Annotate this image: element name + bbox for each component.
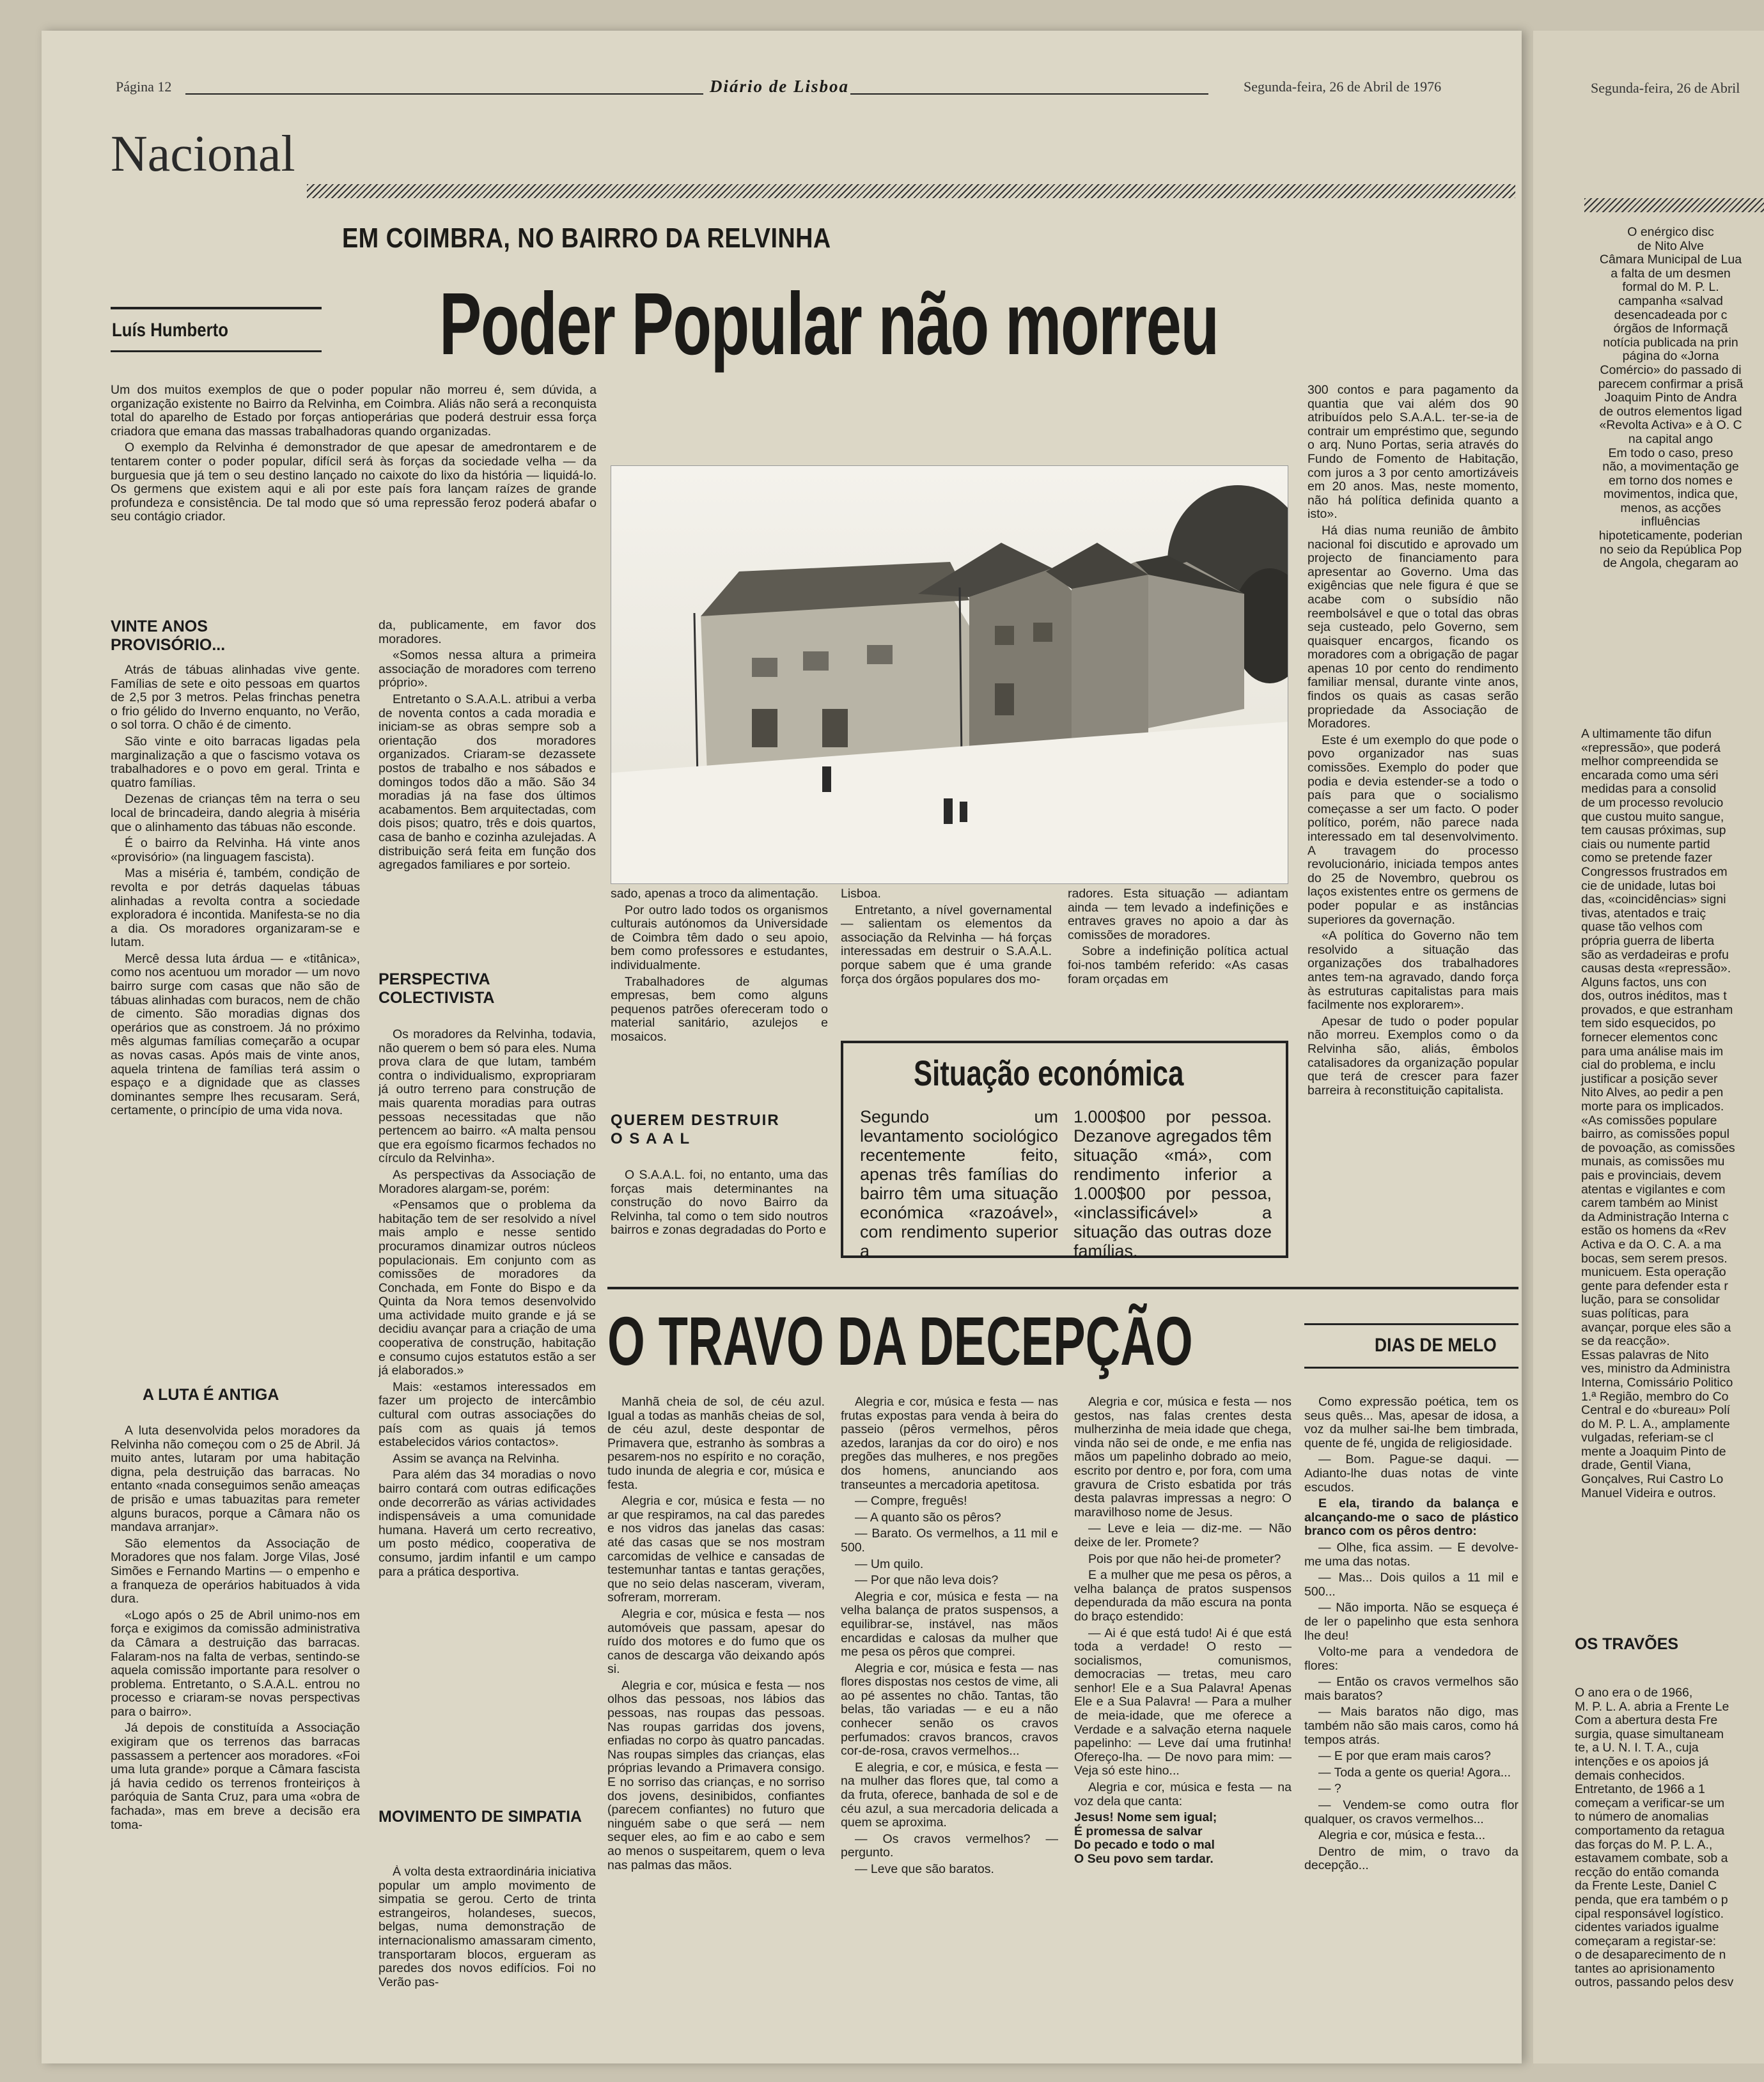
section-hatch-rule	[307, 184, 1515, 198]
adjacent-text-line: órgãos de Informaçã	[1613, 322, 1728, 336]
adjacent-text-line: não, a movimentação ge	[1602, 460, 1739, 474]
adjacent-text-line: no seio da República Pop	[1599, 542, 1742, 557]
adjacent-text-line: formal do M. P. L.	[1622, 280, 1719, 295]
adjacent-text-line: como se pretende fazer	[1581, 851, 1712, 866]
adjacent-column-top	[1572, 226, 1764, 571]
hymn-line: É promessa de salvar	[1074, 1824, 1203, 1838]
lead-paragraph: Um dos muitos exemplos de que o poder popular não morreu é, sem dúvida, a organização existente no Bairro da Relvinha, em Coimbra. Aliás não será a reconquista total do aparelho de Estado por forças antioperárias que poderá destruir essa força criadora que emana das massas trabalhadoras quando organizadas.	[111, 384, 597, 439]
adjacent-text-line: O ano era o de 1966,	[1575, 1686, 1693, 1700]
paragraph: — Toda a gente os queria! Agora...	[1318, 1765, 1511, 1780]
adjacent-text-line: Nito Alves, ao pedir a pen	[1581, 1085, 1724, 1100]
paragraph: Alegria e cor, música e festa — na velha balança de pratos suspensos, a equilibrar-se, instável, nas mãos encardidas e calosas da mulher que me pesa os pêros que comprei.	[841, 1589, 1058, 1659]
adjacent-text-line: justificar a posição sever	[1581, 1071, 1718, 1086]
adjacent-text-line: influências	[1641, 515, 1701, 529]
paragraph: — ?	[1318, 1782, 1341, 1796]
adjacent-text-line: de outros elementos ligad	[1599, 404, 1742, 419]
adjacent-text-line: notícia publicada na prin	[1603, 335, 1738, 350]
box-text-left: Segundo um levantamento sociológico recentemente feito, apenas três famílias do bairro têm uma situação económica «razoável», com rendimento superior a	[860, 1107, 1058, 1261]
paragraph: São elementos da Associação de Moradores que nos falam. Jorge Vilas, José Simões e Fernando Martins — o empenho e a franqueza de operários habituados à vida dura.	[111, 1536, 360, 1606]
adjacent-text-line: causas desta «repressão».	[1581, 961, 1731, 976]
paragraph: — Leve e leia — diz-me. — Não deixe de ler. Promete?	[1074, 1521, 1292, 1550]
paragraph: E ela, tirando da balança e alcançando-me o saco de plástico branco com os pêros dentro:	[1304, 1496, 1518, 1539]
paragraph: — Olhe, fica assim. — E devolve-me uma das notas.	[1304, 1540, 1518, 1569]
photo-relvinha-houses	[611, 465, 1288, 884]
paragraph: Lisboa.	[841, 887, 881, 901]
adjacent-text-line: quase tão velhos com	[1581, 920, 1703, 935]
adjacent-text-line: do M. P. L. A., amplamente	[1581, 1417, 1730, 1431]
paragraph: — Não importa. Não se esqueça é de ler o papelinho que esta senhora lhe deu!	[1304, 1601, 1518, 1643]
adjacent-text-line: provados, e que estranham	[1581, 1002, 1733, 1017]
adjacent-text-line: A ultimamente tão difun	[1581, 727, 1712, 741]
adjacent-text-line: intenções e os apoios já	[1575, 1754, 1709, 1769]
adjacent-text-line: para uma análise mais im	[1581, 1044, 1724, 1059]
adjacent-text-line: fornecer elementos conc	[1581, 1030, 1718, 1045]
adjacent-text-line: «repressão», que poderá	[1581, 740, 1721, 755]
paragraph: radores. Esta situação — adiantam ainda — tem levado a indefinições e entraves graves no apoio a dar às comissões de moradores.	[1068, 887, 1288, 942]
paragraph: Alegria e cor, música e festa — nos olhos das pessoas, nos lábios das pessoas, nas roupas das pessoas. Nas roupas garridas dos jovens, enfiadas no corpo às quatro pancadas. Nas roupas simples das crianças, elas próprias levando a Primavera consigo. E no sorriso das crianças, e no sorriso dos jovens, desinibidos, confiantes (parecem confiantes) no futuro que ninguém sabe o que será — nem sequer eles, ao fim e ao cabo e sem ao menos o suspeitarem, quem o leva nas palmas das mãos.	[607, 1678, 825, 1872]
adjacent-text-line: parecem confirmar a prisã	[1598, 377, 1744, 391]
author-name: Luís Humberto	[112, 320, 229, 341]
adjacent-text-line: Essas palavras de Nito	[1581, 1348, 1709, 1362]
column-4	[841, 887, 1052, 1015]
newspaper-name: Diário de Lisboa	[710, 77, 849, 96]
paragraph: «Pensamos que o problema da habitação tem de ser resolvido a nível mais amplo e nesse sentido procuramos dinamizar outros núcleos populacionais. Em conjunto com as comissões de moradores da Conchada, em Fonte do Bispo e da Quinta da Nora temos desenvolvido uma actividade muito grande e já se decidiu avançar para a criação de uma cooperativa de construção, habitação e consumo cujos estatutos estão a ser já elaborados.»	[379, 1198, 596, 1378]
article-kicker: EM COIMBRA, NO BAIRRO DA RELVINHA	[342, 222, 831, 254]
paragraph: — Os cravos vermelhos? — pergunto.	[841, 1831, 1058, 1860]
paragraph: As perspectivas da Associação de Moradores alargam-se, porém:	[379, 1167, 596, 1196]
adjacent-text-line: cipal responsável logístico.	[1575, 1906, 1724, 1921]
adjacent-text-line: cial do problema, e inclu	[1581, 1058, 1716, 1073]
adjacent-text-line: «Revolta Activa» e à O. C	[1599, 418, 1742, 433]
box-title: Situação económica	[914, 1053, 1184, 1093]
paragraph: Apesar de tudo o poder popular não morreu. Exemplos como o da Relvinha são, aliás, êmbolos catalisadores da organização popular que terá de crescer para fazer barreira à reconstituição capitalista.	[1307, 1014, 1518, 1098]
decepcao-col-2	[841, 1395, 1058, 2009]
adjacent-page	[1533, 31, 1764, 2063]
adjacent-text-line: Comércio» do passado di	[1600, 362, 1742, 377]
second-article-rule	[607, 1287, 1518, 1289]
page-date: Segunda-feira, 26 de Abril de 1976	[1244, 79, 1442, 95]
adjacent-text-line: O enérgico disc	[1627, 225, 1714, 239]
adjacent-text-line: Activa e da O. C. A. a ma	[1581, 1237, 1721, 1252]
adjacent-text-line: Manuel Videira e outros.	[1581, 1486, 1717, 1500]
paragraph: Mercê dessa luta árdua — e «titânica», como nos acentuou um morador — um novo bairro surge com casas que não são de tábuas alinhadas com buracos, nem de chão de cimento. São moradias dignas dos operários que as constroem. Já no próximo mês algumas famílias começarão a ocupar as novas casas. Após mais de vinte anos, aquela trintena de famílias terá assim o espaço e a dignidade que as classes dominantes sempre lhes recusaram. Será, certamente, o princípio de uma vida nova.	[111, 951, 360, 1118]
adjacent-text-line: de Nito Alve	[1637, 238, 1705, 253]
adjacent-text-line: mente a Joaquim Pinto de	[1581, 1444, 1726, 1459]
subhead-vinte-anos: VINTE ANOS PROVISÓRIO...	[111, 618, 226, 654]
adjacent-text-line: demais conhecidos.	[1575, 1768, 1685, 1783]
adjacent-text-line: ves, ministro da Administra	[1581, 1362, 1731, 1376]
header-rule-right	[850, 93, 1208, 95]
adjacent-text-line: carem também ao Minist	[1581, 1196, 1718, 1211]
adjacent-text-line: encarada como uma séri	[1581, 768, 1719, 782]
adjacent-text-line: dos, outros inéditos, mas t	[1581, 989, 1727, 1004]
adjacent-text-line: outros, passando pelos desv	[1575, 1975, 1734, 1990]
subhead-querem-destruir: QUEREM DESTRUIR O S A A L	[611, 1112, 780, 1147]
paragraph: Alegria e cor, música e festa — no ar que respiramos, na cal das paredes e nos vidros das janelas das casas: até das casas que se nos mostram carcomidas de velhice e cansadas de testemunhar tantas e tantas gerações, que no seio delas nasceram, viveram, sofreram, morreram.	[607, 1494, 825, 1605]
paragraph: Este é um exemplo do que pode o povo organizador nas suas comissões. Exemplo do poder que podia e devia estender-se a todo o país para que o socialismo começasse a ser um facto. O poder político, porém, não parece nada interessado em tal desenvolvimento. A travagem do processo revolucionário, iniciada tempos antes do 25 de Novembro, quebrou os laços existentes entre os germens de poder popular e as instâncias superiores da governação.	[1307, 733, 1518, 927]
adjacent-text-line: o de desaparecimento de n	[1575, 1948, 1726, 1962]
paragraph: Dentro de mim, o travo da decepção...	[1304, 1844, 1518, 1873]
paragraph: Alegria e cor, música e festa — nas frutas expostas para venda à beira do passeio (pêros vermelhos, pêros azedos, laranjas da cor do oiro) e nos pregões das mulheres, e nos pregões dos homens, anunciando aos transeuntes a mercadoria apetitosa.	[841, 1395, 1058, 1492]
decepcao-col-1	[607, 1395, 825, 2009]
subhead-perspectiva: PERSPECTIVA COLECTIVISTA	[379, 970, 495, 1007]
adjacent-text-line: cie de unidade, lutas boi	[1581, 878, 1716, 893]
adjacent-text-line: se da reacção».	[1581, 1334, 1670, 1349]
section-title: Nacional	[111, 126, 295, 182]
paragraph: 300 contos e para pagamento da quantia que vai além dos 90 atribuídos pelo S.A.A.L. ter-se-ia de contrair um empréstimo que, segundo o arq. Nuno Portas, seria através do Fundo de Fomento de Habitação, com juros a 3 por cento amortizáveis em 20 anos. Mas, neste momento, não há política definida quanto a isto».	[1307, 384, 1518, 522]
paragraph: Dezenas de crianças têm na terra o seu local de brincadeira, dando alegria à miséria que o alinhamento das tábuas não esconde.	[111, 792, 360, 834]
adjacent-text-line: suas políticas, para	[1581, 1306, 1689, 1321]
paragraph: — Vendem-se como outra flor qualquer, os cravos vermelhos...	[1304, 1798, 1518, 1826]
adjacent-text-line: de um processo revolucio	[1581, 795, 1724, 810]
paragraph: Por outro lado todos os organismos culturais autónomos da Universidade de Coimbra têm dado o seu apoio, bem como professores e estudantes, individualmente.	[611, 903, 828, 972]
subhead-movimento: MOVIMENTO DE SIMPATIA	[379, 1808, 582, 1826]
adjacent-text-line: Com a abertura desta Fre	[1575, 1713, 1718, 1728]
paragraph: Manhã cheia de sol, de céu azul. Igual a todas as manhãs cheias de sol, de céu azul, deste despontar de Primavera que, estranho às sombras a pesarem-nos no espírito e no coração, tudo inunda de alegria e cor, música e festa.	[607, 1395, 825, 1492]
adjacent-text-line: página do «Jorna	[1622, 349, 1719, 364]
paragraph: — Mais baratos não digo, mas também não são mais caros, como há tempos atrás.	[1304, 1705, 1518, 1747]
box-situacao-economica	[841, 1041, 1288, 1261]
paragraph: — A quanto são os pêros?	[855, 1510, 1001, 1525]
paragraph: — Leve que são baratos.	[855, 1862, 994, 1876]
paragraph: É o bairro da Relvinha. Há vinte anos «provisório» (na linguagem fascista).	[111, 836, 360, 864]
column-2a	[379, 619, 596, 938]
adjacent-text-line: «As comissões populare	[1581, 1113, 1717, 1128]
adjacent-text-line: recção do então comanda	[1575, 1865, 1719, 1879]
adjacent-text-line: Central e do «bureau» Polí	[1581, 1403, 1731, 1418]
decepcao-col-3	[1074, 1395, 1292, 2009]
paragraph: — Barato. Os vermelhos, a 11 mil e 500.	[841, 1527, 1058, 1555]
paragraph: Entretanto o S.A.A.L. atribui a verba de noventa contos a cada moradia e iniciam-se as obras sempre sob a orientação dos moradores organizados. Criaram-se dezassete postos de trabalho e nos sábados e domingos todos dão a mão. São 34 moradias já na fase dos últimos acabamentos. Bem arquitectadas, com dois pisos; quatro, três e dois quartos, casa de banho e cozinha azulejadas. A distribuição será feita em função dos agregados familiares e por sorteio.	[379, 692, 596, 873]
paragraph: sado, apenas a troco da alimentação.	[611, 887, 819, 901]
paragraph: Sobre a indefinição política actual foi-nos também referido: «As casas foram orçadas em	[1068, 944, 1288, 986]
paragraph: Volto-me para a vendedora de flores:	[1304, 1645, 1518, 1673]
column-label-rule-bottom	[1304, 1367, 1518, 1369]
adjacent-text-line: Alguns factos, uns con	[1581, 975, 1707, 990]
paragraph: Há dias numa reunião de âmbito nacional foi discutido e aprovado um projecto de financiamento para apresentar ao Governo. Uma das exigências que nele figura é que se acabe com o subsídio não reembolsável e que o total das obras seja custeado, pelo Governo, sem quaisquer encargos, ficando os moradores com a obrigação de pagar apenas 10 por cento do rendimento familiar mensal, durante vinte anos, findos os quais as casas serão propriedade da Associação de Moradores.	[1307, 523, 1518, 731]
paragraph: A luta desenvolvida pelos moradores da Relvinha não começou com o 25 de Abril. Já muito antes, lutaram por uma habitação digna, pela destruição das barracas. No entanto «nada conseguimos senão ameaças de prisão e umas tabuazitas para remeter alguns buracos, porque a Câmara não os mandava arranjar».	[111, 1424, 360, 1535]
adjacent-text-line: Interna, Comissário Politico	[1581, 1375, 1733, 1390]
paragraph: — Por que não leva dois?	[855, 1573, 999, 1588]
author-rule-top	[111, 307, 322, 309]
paragraph: Os moradores da Relvinha, todavia, não querem o bem só para eles. Numa prova clara de que lutam, também contra o individualismo, expropriaram já outro terreno para construção de mais quarenta moradias para outras pessoas necessitadas que não pertencem ao bairro. «A malta pensou que era egoísmo ficarmos fechados no círculo da Relvinha».	[379, 1028, 596, 1166]
adjacent-text-line: desencadeada por c	[1614, 307, 1728, 322]
adjacent-text-line: penda, que era também o p	[1575, 1892, 1728, 1907]
paragraph: Mais: «estamos interessados em fazer um projecto de intercâmbio cultural com outras associações do país com as quais já temos estabelecidos vários contactos».	[379, 1379, 596, 1450]
paragraph: Entretanto, a nível governamental — salientam os elementos da associação da Relvinha — há forças interessadas em destruir o S.A.A.L. porque sabem que é uma grande força dos órgãos populares dos mo-	[841, 903, 1052, 986]
paragraph: O S.A.A.L. foi, no entanto, uma das forças mais determinantes na construção do novo Bairro da Relvinha, tal como o tem sido noutros bairros e zonas degradadas do Porto e	[611, 1169, 828, 1238]
article-lead	[111, 384, 597, 620]
adjacent-text-line: Gonçalves, Rui Castro Lo	[1581, 1472, 1724, 1487]
adjacent-text-line: das, «coincidências» signi	[1581, 892, 1726, 907]
paragraph: Alegria e cor, música e festa — nos gestos, nas falas crentes desta mulherzinha de meia idade que chega, vinda não sei de onde, e me enfia nas mãos um papelinho dobrado ao meio, escrito por dentro e, por fora, com uma gravura de Cristo esbatida por trás desta palavras impressas a negro: O maravilhoso nome de Jesus.	[1074, 1395, 1292, 1519]
author-rule-bottom	[111, 350, 322, 352]
adjacent-text-line: hipoteticamente, poderian	[1598, 529, 1743, 543]
adjacent-text-line: Em todo o caso, preso	[1608, 446, 1733, 460]
paragraph: Alegria e cor, música e festa — nos automóveis que passam, apesar do ruído dos motores e do fumo que os canos de descarga vão deixando após si.	[607, 1606, 825, 1677]
paragraph: «Somos nessa altura a primeira associação de moradores com terreno próprio».	[379, 648, 596, 690]
adjacent-page-date: Segunda-feira, 26 de Abril	[1591, 80, 1740, 96]
adjacent-text-line: surgia, quase simultaneam	[1575, 1727, 1724, 1741]
lead-paragraph: O exemplo da Relvinha é demonstrador de que apesar de amedrontarem e de tentarem conter o poder popular, difícil será às forças da sociedade velha — da burguesia que já tem o seu destino lançado no caixote do lixo da história — liquidá-lo. Os germens que existem aqui e ali por este país fora lançam raízes de grande profundeza e consistência. De tal modo que só uma repressão feroz poderá abafar o seu contágio criador.	[111, 440, 597, 524]
adjacent-text-line: tem causas próximas, sup	[1581, 823, 1726, 838]
header-rule-left	[185, 93, 703, 95]
adjacent-text-line: da Frente Leste, Daniel C	[1575, 1879, 1717, 1893]
hymn-line: Jesus! Nome sem igual;	[1074, 1810, 1217, 1825]
adjacent-text-line: Entretanto, de 1966 a 1	[1575, 1782, 1705, 1797]
adjacent-text-line: a falta de um desmen	[1611, 266, 1731, 281]
paragraph: Como expressão poética, tem os seus quês... Mas, apesar de idosa, a voz da mulher sai-lhe bem timbrada, quente de fé, ungida de religiosidade.	[1304, 1395, 1518, 1450]
adjacent-text-line: começam a verificar-se um	[1575, 1796, 1725, 1810]
paragraph: — Ai é que está tudo! Ai é que está toda a verdade! O resto — socialismos, comunismos, democracias — tretas, meu caro senhor! Ele e a Sua Palavra! Apenas Ele e a Sua Palavra! — Para a mulher de meia-idade, que me oferece a Verdade e a salvação eterna naquele papelinho: — Leve daí uma frutinha! Ofereço-lha. — De novo para mim: — Veja só este hino...	[1074, 1626, 1292, 1778]
adjacent-text-line: tem sido esquecidos, po	[1581, 1016, 1716, 1031]
adjacent-text-line: de Angola, chegaram ao	[1603, 556, 1738, 571]
adjacent-hatch-rule	[1584, 198, 1764, 212]
adjacent-text-line: tivas, atentados e traiç	[1581, 906, 1706, 921]
adjacent-text-line: Joaquim Pinto de Andra	[1604, 391, 1737, 405]
adjacent-text-line: de povoação, as comissões	[1581, 1140, 1735, 1155]
adjacent-text-line: morte para os implicados.	[1581, 1099, 1724, 1114]
adjacent-text-line: própria guerra de liberta	[1581, 933, 1715, 948]
adjacent-text-line: pais e provinciais, devem	[1581, 1169, 1721, 1183]
adjacent-text-line: melhor compreendida se	[1581, 754, 1719, 769]
paragraph: da, publicamente, em favor dos moradores.	[379, 619, 596, 646]
page-number: Página 12	[116, 79, 172, 95]
paragraph: São vinte e oito barracas ligadas pela marginalização a que o fascismo votava os trabalhadores e o povo em geral. Trinta e quatro famílias.	[111, 734, 360, 790]
adjacent-text-line: drade, Gentil Viana,	[1581, 1458, 1692, 1473]
adjacent-column-bottom	[1575, 1686, 1764, 1990]
column-3a	[611, 887, 828, 1105]
newspaper-page	[42, 31, 1522, 2063]
adjacent-text-line: são as verdadeiras e profu	[1581, 947, 1729, 962]
paragraph: À volta desta extraordinária iniciativa popular um amplo movimento de simpatia se gerou. Certo de trinta estrangeiros, holandeses, suecos, belgas, numa demonstração de internacionalismo amassaram cimento, transportaram blocos, ergueram as paredes dos novos edifícios. Foi no Verão pas-	[379, 1865, 596, 1989]
adjacent-text-line: começaram a registar-se:	[1575, 1934, 1717, 1948]
adjacent-text-line: to número de anomalias	[1575, 1810, 1709, 1824]
paragraph: Alegria e cor, música e festa — na voz dela que canta:	[1074, 1780, 1292, 1808]
subhead-luta-antiga: A LUTA É ANTIGA	[143, 1386, 279, 1404]
adjacent-subhead: OS TRAVÕES	[1575, 1635, 1679, 1653]
adjacent-column-middle	[1581, 727, 1764, 1500]
headline: Poder Popular não morreu	[439, 275, 1219, 373]
decepcao-col-4	[1304, 1395, 1518, 2009]
adjacent-text-line: medidas para a consolid	[1581, 782, 1717, 796]
adjacent-text-line: bairro, as comissões popul	[1581, 1127, 1729, 1142]
adjacent-text-line: em torno dos nomes e	[1608, 473, 1733, 488]
adjacent-text-line: menos, as acções	[1620, 501, 1721, 515]
second-headline: O TRAVO DA DECEPÇÃO	[607, 1302, 1193, 1379]
adjacent-text-line: munais, as comissões mu	[1581, 1154, 1725, 1169]
column-label: DIAS DE MELO	[1375, 1335, 1497, 1356]
adjacent-text-line: na capital ango	[1628, 431, 1713, 446]
box-text-right: 1.000$00 por pessoa. Dezanove agregados têm situação «má», com rendimento inferior a 1.000$00 por pessoa, «inclassificável» a situação das outras doze famílias.	[1073, 1107, 1272, 1261]
adjacent-text-line: bocas, sem serem presos.	[1581, 1251, 1728, 1266]
adjacent-text-line: movimentos, indica que,	[1603, 487, 1738, 502]
adjacent-text-line: que custou muito sangue,	[1581, 809, 1724, 824]
column-3b	[611, 1169, 828, 1264]
paragraph: — Compre, freguês!	[855, 1494, 967, 1509]
paragraph: — Um quilo.	[855, 1557, 924, 1571]
paragraph: E alegria, e cor, e música, e festa — na mulher das flores que, tal como a da fruta, oferece, banhada de sol e de céu azul, a sua mercadoria delicada a quem se aproxima.	[841, 1760, 1058, 1830]
adjacent-text-line: gente para defender esta r	[1581, 1278, 1728, 1293]
column-right	[1307, 384, 1518, 1266]
adjacent-text-line: atentas e vigilantes e com	[1581, 1182, 1726, 1197]
adjacent-text-line: da Administração Interna c	[1581, 1209, 1729, 1224]
column-1b	[111, 1424, 360, 2012]
adjacent-text-line: tantes ao aprisionamento	[1575, 1961, 1715, 1976]
adjacent-text-line: lução, para se consolidar	[1581, 1293, 1720, 1307]
adjacent-text-line: das forças do M. P. L. A.,	[1575, 1837, 1713, 1852]
paragraph: — Mas... Dois quilos a 11 mil e 500...	[1304, 1571, 1518, 1599]
paragraph: Assim se avança na Relvinha.	[393, 1451, 560, 1466]
photo-image	[611, 466, 1288, 884]
hymn-line: O Seu povo sem tardar.	[1074, 1852, 1214, 1866]
hymn-line: Do pecado e todo o mal	[1074, 1838, 1215, 1853]
adjacent-text-line: avançar, porque eles são a	[1581, 1320, 1731, 1335]
paragraph: Já depois de constituída a Associação exigiram que os terrenos das barracas passassem a pertencer aos moradores. «Foi uma luta grande» porque a Câmara fascista já havia cedido os terrenos fronteiriços à paróquia de Santa Cruz, para uma «obra de fachada», mas em breve a decisão era toma-	[111, 1721, 360, 1832]
column-5	[1068, 887, 1288, 1015]
paragraph: E a mulher que me pesa os pêros, a velha balança de pratos suspensos dependurada da mão escura na ponta do braço estendido:	[1074, 1568, 1292, 1624]
paragraph: — E por que eram mais caros?	[1318, 1749, 1491, 1764]
paragraph: «Logo após o 25 de Abril unimo-nos em força e exigimos da comissão administrativa da Câmara a destruição das barracas. Falaram-nos na falta de verbas, sentindo-se aquela comissão importante para resolver o problema. Entretanto, o S.A.A.L. entrou no processo e criaram-se novas perspectivas para o bairro».	[111, 1608, 360, 1719]
adjacent-text-line: estão os homens da «Rev	[1581, 1224, 1726, 1238]
adjacent-text-line: estavamem combate, sob a	[1575, 1851, 1728, 1866]
paragraph: «A política do Governo não tem resolvido a situação das organizações dos trabalhadores antes tem-na agravado, dando força às estruturas capitalistas para mais facilmente nos explorarem».	[1307, 929, 1518, 1013]
adjacent-text-line: M. P. L. A. abria a Frente Le	[1575, 1699, 1729, 1714]
paragraph: Para além das 34 moradias o novo bairro contará com outras edificações onde decorrerão as várias actividades indispensáveis a uma comunidade humana. Haverá um certo recreativo, um posto médico, cooperativa de consumo, jardim infantil e um campo para a prática desportiva.	[379, 1468, 596, 1579]
adjacent-text-line: ciais ou numente partid	[1581, 837, 1710, 851]
adjacent-text-line: te, a U. N. I. T. A., cuja	[1575, 1741, 1699, 1755]
paragraph: — Então os cravos vermelhos são mais baratos?	[1304, 1675, 1518, 1703]
paragraph: — Bom. Pague-se daqui. — Adianto-lhe duas notas de vinte escudos.	[1304, 1452, 1518, 1495]
adjacent-text-line: municuem. Esta operação	[1581, 1265, 1726, 1280]
adjacent-text-line: 1.ª Região, membro do Co	[1581, 1389, 1729, 1404]
paragraph: Atrás de tábuas alinhadas vive gente. Famílias de sete e oito pessoas em quartos de 2,5 por 3 metros. Pelas frinchas penetra o frio gélido do Inverno enquanto, no Verão, o sol torra. O chão é de cimento.	[111, 664, 360, 733]
adjacent-text-line: cidentes variados igualme	[1575, 1920, 1719, 1935]
adjacent-text-line: comportamento da retagua	[1575, 1823, 1725, 1838]
adjacent-text-line: campanha «salvad	[1618, 293, 1723, 308]
adjacent-text-line: vulgadas, referiam-se cl	[1581, 1431, 1713, 1445]
adjacent-text-line: Congressos frustrados em	[1581, 864, 1728, 879]
paragraph: Mas a miséria é, também, condição de revolta e por detrás daquelas tábuas alinhadas a revolta contra a sociedade exploradora é incontida. Manifesta-se no dia a dia. Os moradores organizaram-se e lutam.	[111, 866, 360, 950]
paragraph: Pois por que não hei-de prometer?	[1088, 1551, 1281, 1566]
column-2c	[379, 1865, 596, 2019]
column-2b	[379, 1028, 596, 1795]
paragraph: Alegria e cor, música e festa...	[1318, 1828, 1486, 1843]
column-label-rule-top	[1304, 1323, 1518, 1325]
paragraph: Trabalhadores de algumas empresas, bem como alguns pequenos patrões ofereceram todo o material sanitário, azulejos e mosaicos.	[611, 974, 828, 1044]
adjacent-text-line: Câmara Municipal de Lua	[1599, 252, 1742, 267]
paragraph: Alegria e cor, música e festa — nas flores dispostas nos cestos de vime, ali ao pé assentes no chão. Tantas, tão belas, tão variadas — e eu a não conhecer senão os cravos perfumados: cravos brancos, cravos cor-de-rosa, cravos vermelhos...	[841, 1661, 1058, 1759]
column-1a	[111, 664, 360, 1360]
